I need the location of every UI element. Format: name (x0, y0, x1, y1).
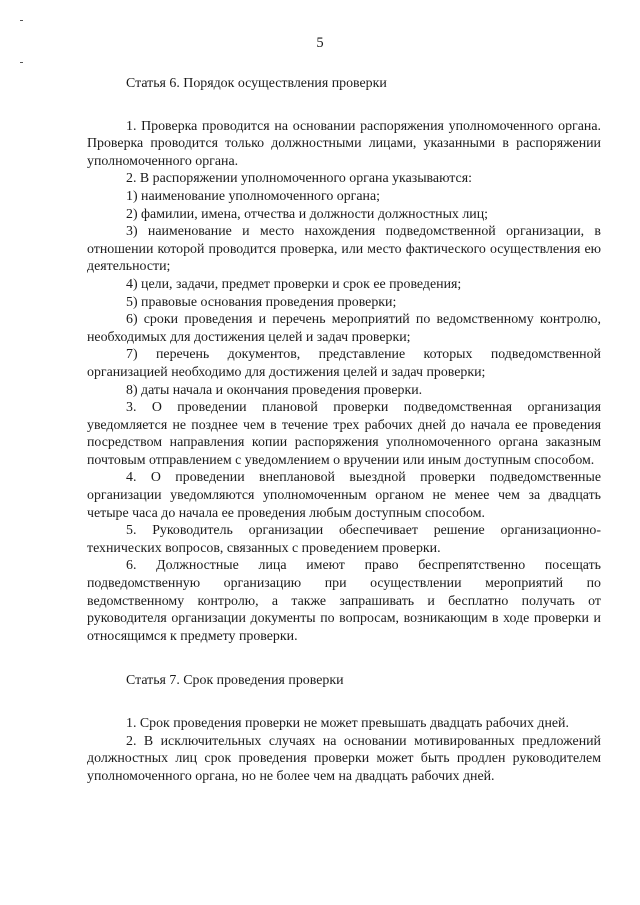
paragraph: 1. Проверка проводится на основании распоряжения уполномоченного органа. Проверка проводится только должностными лицами, указанными в распоряжении уполномоченного органа. (87, 118, 601, 169)
margin-mark (20, 62, 23, 63)
paragraph: 5. Руководитель организации обеспечивает решение организационно-технических вопросов, связанных с проведением проверки. (87, 523, 601, 556)
article-7-heading: Статья 7. Срок проведения проверки (126, 673, 344, 689)
paragraph: 3. О проведении плановой проверки подведомственная организация уведомляется не позднее чем в течение трех рабочих дней до начала ее проведения посредством направления копии распоряжения уполномоченного органа заказным почтовым отправлением с уведомлением о вручении или иным доступным способом. (87, 400, 601, 468)
list-item: 6) сроки проведения и перечень мероприятий по ведомственному контролю, необходимых для достижения целей и задач проверки; (87, 312, 601, 345)
list-item: 1) наименование уполномоченного органа; (126, 188, 380, 204)
paragraph: 6. Должностные лица имеют право беспрепятственно посещать подведомственную организацию при осуществлении мероприятий по ведомственному контролю, а также запрашивать и бесплатно получать от руководителя организации документы по вопросам, возникающим в ходе проверки и относящимся к предмету проверки. (87, 558, 601, 644)
list-item: 5) правовые основания проведения проверки; (126, 294, 397, 310)
list-item: 3) наименование и место нахождения подведомственной организации, в отношении которой проводится проверка, или место фактического осуществления ею деятельности; (87, 224, 601, 275)
margin-mark (20, 20, 23, 21)
paragraph: 2. В исключительных случаях на основании мотивированных предложений должностных лиц срок проведения проверки может быть продлен руководителем уполномоченного органа, но не более чем на двадцать рабочих дней. (87, 733, 601, 784)
list-item: 4) цели, задачи, предмет проверки и срок ее проведения; (126, 276, 462, 292)
list-item: 2) фамилии, имена, отчества и должности должностных лиц; (126, 206, 488, 222)
paragraph: 1. Срок проведения проверки не может превышать двадцать рабочих дней. (126, 716, 569, 731)
paragraph: 4. О проведении внеплановой выездной проверки подведомственные организации уведомляются уполномоченным органом не менее чем за двадцать четыре часа до начала ее проведения любым доступным способом. (87, 470, 601, 521)
document-body (87, 75, 601, 785)
page-number: 5 (316, 35, 324, 51)
article-6-heading: Статья 6. Порядок осуществления проверки (126, 76, 387, 91)
paragraph: 2. В распоряжении уполномоченного органа указываются: (126, 171, 472, 187)
list-item: 8) даты начала и окончания проведения проверки. (126, 382, 423, 398)
list-item: 7) перечень документов, представление которых подведомственной организацией необходимо для достижения целей и задач проверки; (87, 347, 601, 380)
